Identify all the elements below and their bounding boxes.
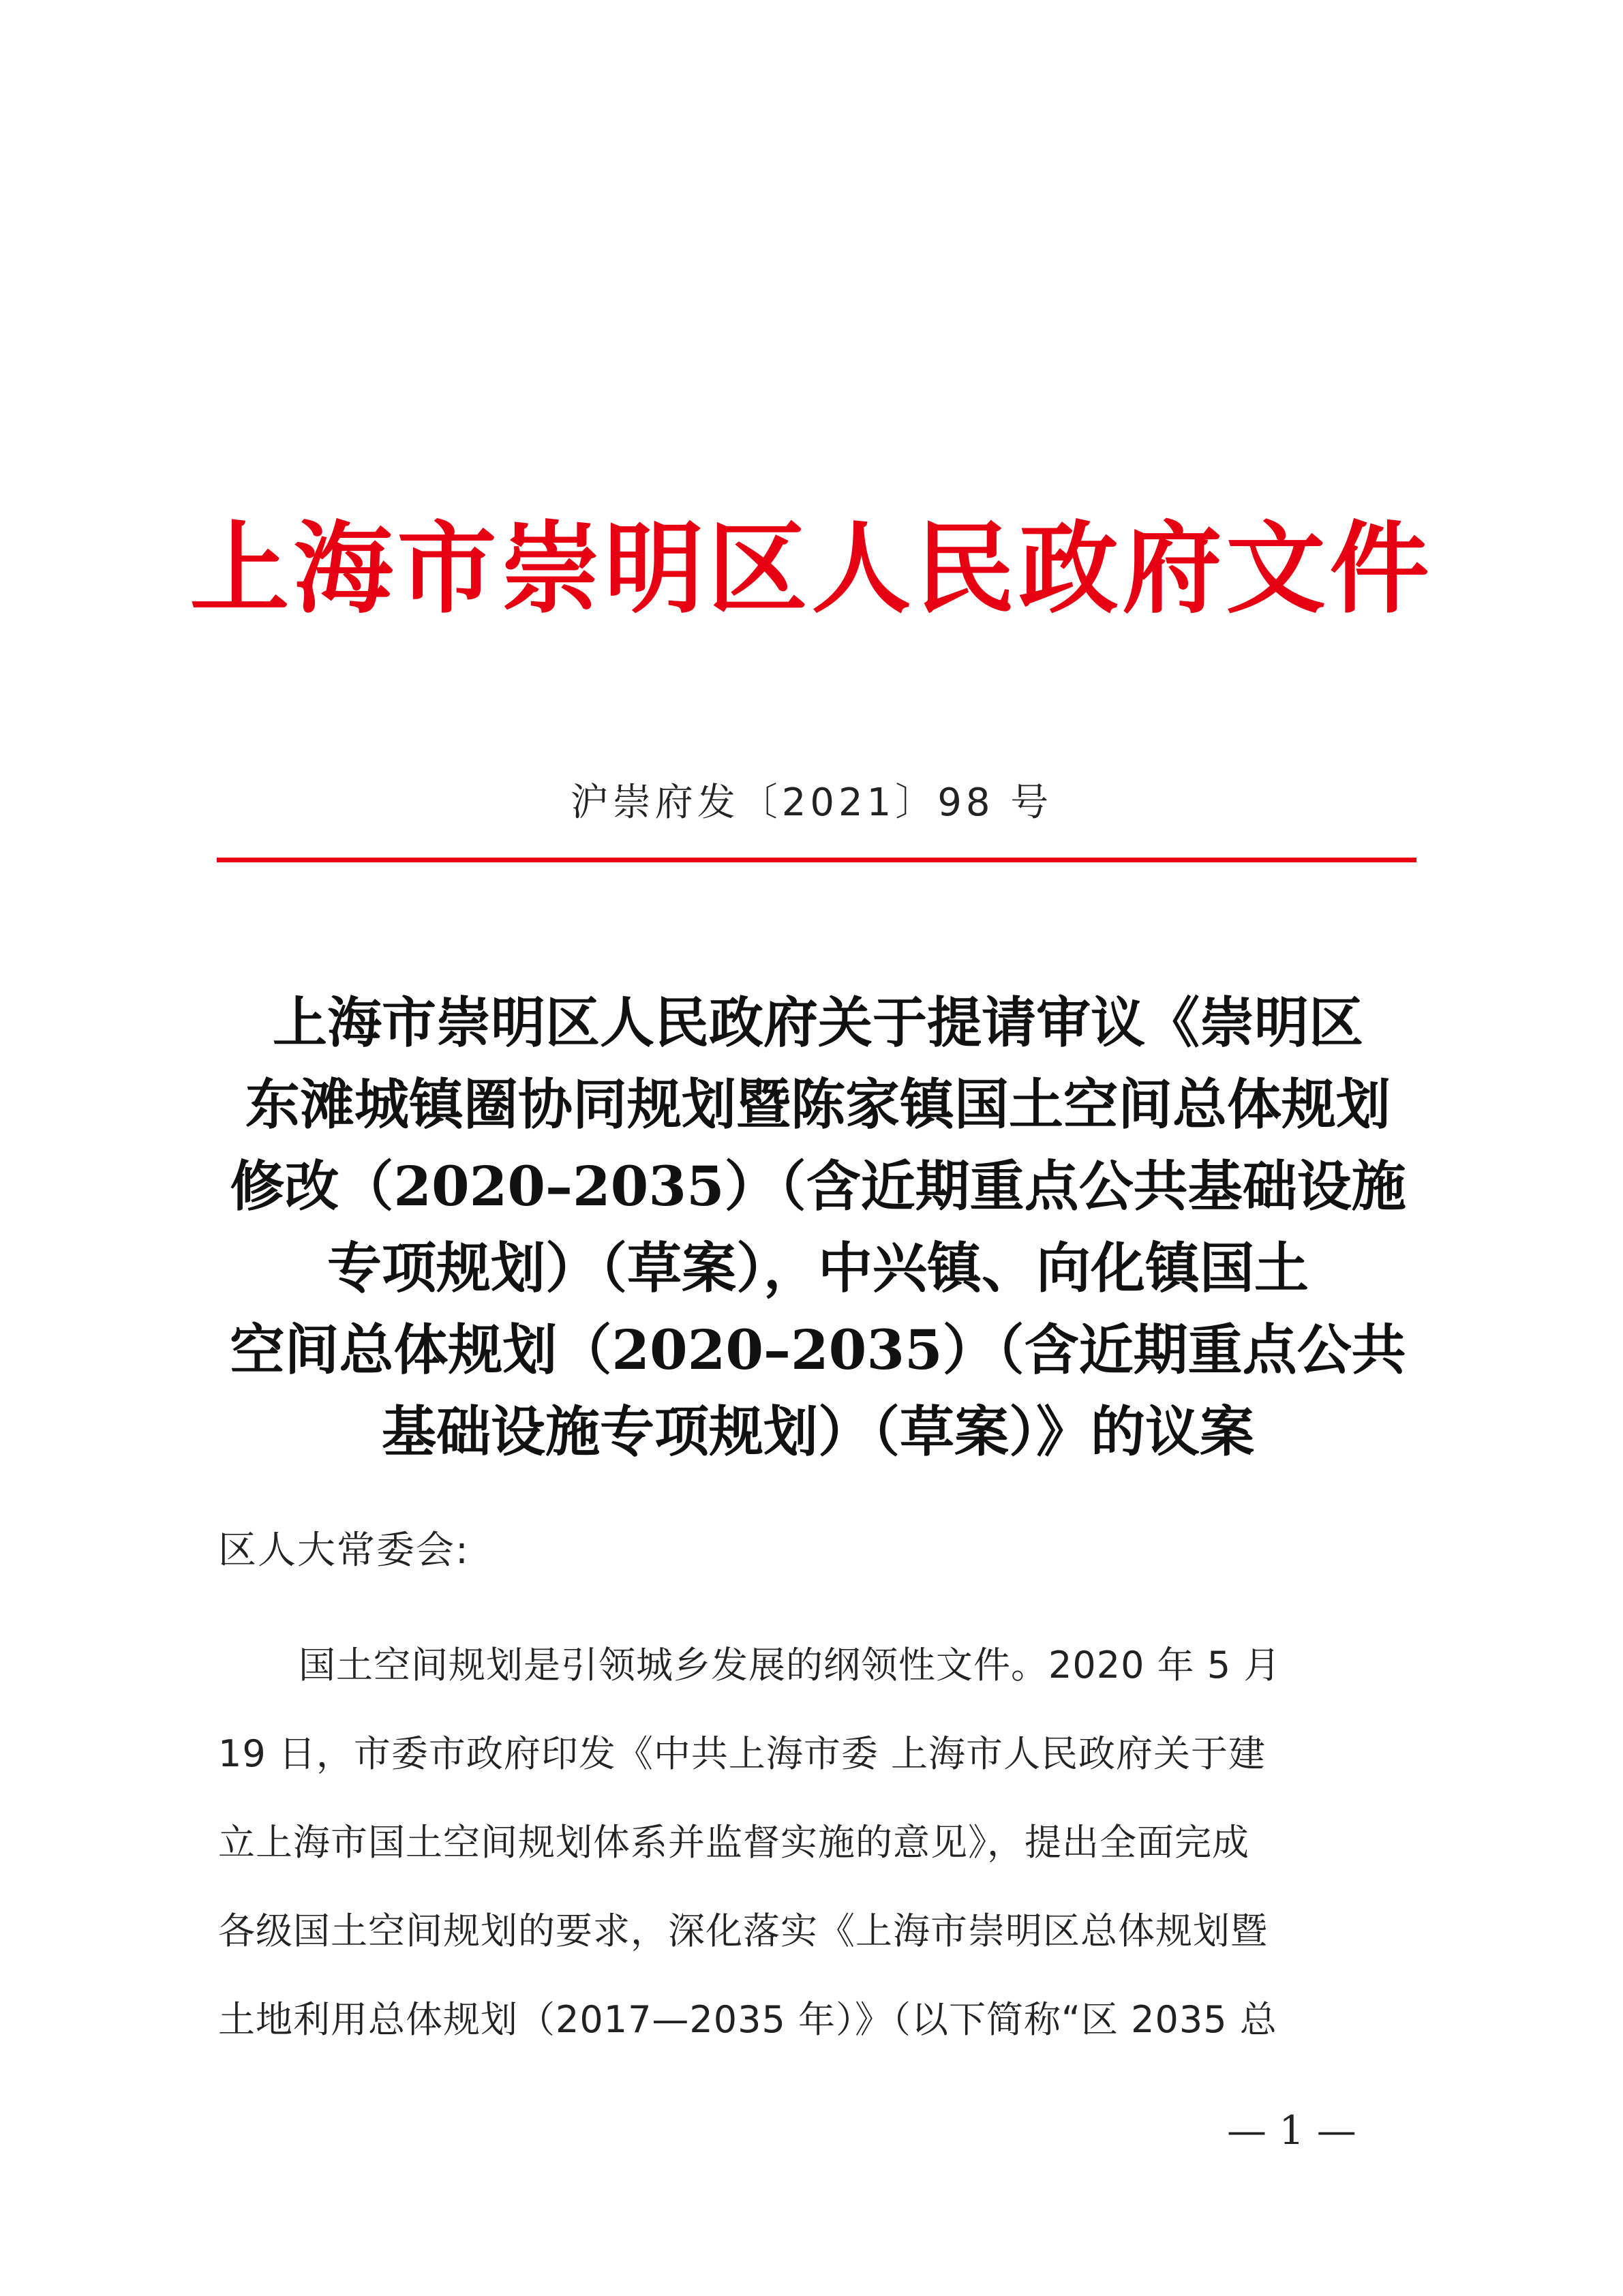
document-title	[204, 982, 1431, 1472]
title-line: 上海市崇明区人民政府关于提请审议《崇明区	[273, 991, 1363, 1055]
title-line: 空间总体规划（2020–2035）（含近期重点公共	[230, 1318, 1406, 1382]
body-line: 土地利用总体规划（2017—2035 年）》（以下简称“区 2035 总	[218, 1998, 1277, 2041]
title-line: 修改（2020–2035）（含近期重点公共基础设施	[230, 1154, 1406, 1218]
body-line: 19 日，市委市政府印发《中共上海市委 上海市人民政府关于建	[218, 1732, 1266, 1775]
document-number: 沪崇府发〔2021〕98 号	[570, 781, 1053, 825]
issuer-title: 上海市崇明区人民政府文件	[189, 511, 1434, 627]
body-paragraph	[218, 1621, 1418, 2064]
body-line: 各级国土空间规划的要求，深化落实《上海市崇明区总体规划暨	[218, 1909, 1268, 1952]
recipient-salutation: 区人大常委会:	[218, 1528, 470, 1573]
page-number: — 1 —	[1227, 2107, 1356, 2154]
title-line: 基础设施专项规划）（草案）》的议案	[382, 1400, 1254, 1464]
title-line: 东滩城镇圈协同规划暨陈家镇国土空间总体规划	[245, 1072, 1391, 1136]
red-separator-line	[217, 858, 1416, 862]
body-line: 立上海市国土空间规划体系并监督实施的意见》，提出全面完成	[218, 1821, 1249, 1864]
body-line: 国土空间规划是引领城乡发展的纲领性文件。2020 年 5 月	[299, 1644, 1281, 1687]
title-line: 专项规划）（草案），中兴镇、向化镇国土	[327, 1236, 1309, 1300]
